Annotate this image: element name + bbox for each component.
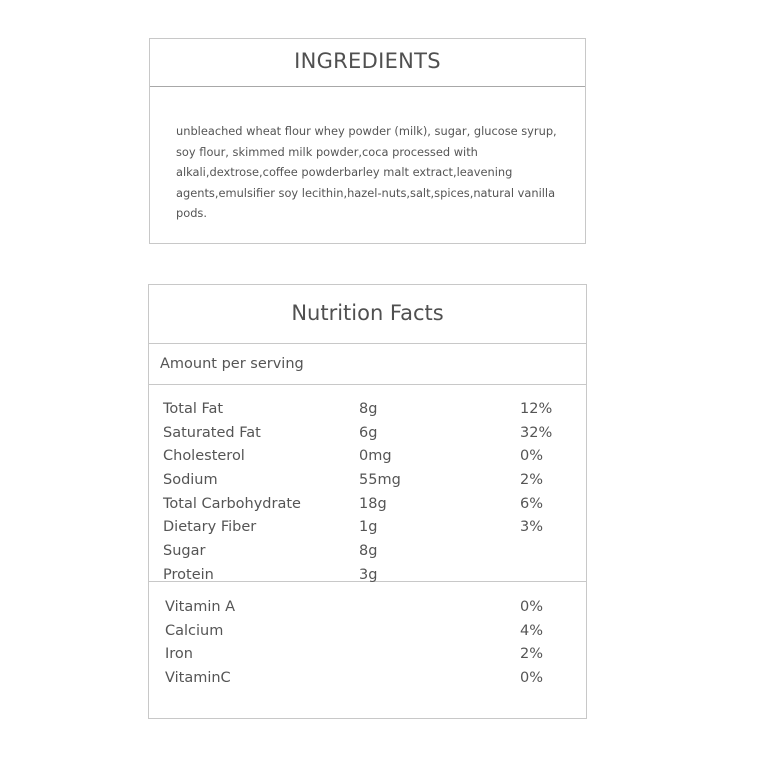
ingredients-panel — [149, 38, 586, 244]
nutrient-daily-value: 32% — [520, 424, 553, 441]
nutrient-row-protein — [149, 564, 586, 588]
nutrient-amount: 55mg — [359, 472, 401, 489]
nutrient-name: Total Carbohydrate — [163, 495, 301, 512]
nutrient-daily-value: 12% — [520, 401, 553, 417]
vitamins-table — [149, 582, 586, 691]
vitamin-row-vitamin-c — [149, 667, 586, 691]
nutrient-name: Saturated Fat — [163, 424, 261, 441]
vitamin-name: Vitamin A — [165, 599, 236, 615]
nutrient-amount: 8g — [359, 543, 378, 560]
vitamin-name: VitaminC — [165, 670, 231, 687]
vitamin-row-iron — [149, 643, 586, 667]
nutrient-row-sugar — [149, 540, 586, 564]
nutrient-row-dietary-fiber — [149, 516, 586, 540]
vitamin-daily-value: 4% — [520, 622, 544, 639]
nutrient-name: Cholesterol — [163, 448, 245, 465]
nutrition-facts-panel — [148, 284, 587, 719]
vitamin-name: Calcium — [165, 622, 224, 639]
vitamin-row-vitamin-a — [149, 596, 586, 620]
vitamin-daily-value: 2% — [520, 646, 544, 663]
nutrient-name: Sodium — [163, 472, 218, 489]
nutrition-title: Nutrition Facts — [149, 285, 586, 344]
nutrient-name: Protein — [163, 566, 214, 583]
nutrient-amount: 0mg — [359, 448, 392, 465]
ingredients-text: unbleached wheat flour whey powder (milk), sugar, glucose syrup, soy flour, skimmed milk powder,coca processed with alkali,dextrose,coffee powderbarley malt extract,leavening agents,emulsifier soy lecithin,hazel-nuts,salt,spices,natural vanilla pods. — [176, 124, 557, 220]
nutrient-amount: 8g — [359, 401, 378, 417]
nutrients-table — [149, 385, 586, 582]
ingredients-title: INGREDIENTS — [150, 39, 585, 87]
nutrient-row-saturated-fat — [149, 422, 586, 446]
nutrient-daily-value: 3% — [520, 519, 544, 536]
nutrient-amount: 3g — [359, 566, 378, 583]
vitamin-daily-value: 0% — [520, 670, 544, 687]
nutrient-row-total-fat — [149, 398, 586, 422]
nutrient-amount: 18g — [359, 495, 387, 512]
nutrient-row-total-carbohydrate — [149, 493, 586, 517]
nutrient-daily-value: 2% — [520, 472, 544, 489]
vitamin-name: Iron — [165, 646, 193, 663]
nutrient-row-sodium — [149, 469, 586, 493]
amount-per-serving-label: Amount per serving — [149, 344, 586, 385]
nutrient-name: Sugar — [163, 543, 206, 560]
nutrient-row-cholesterol — [149, 445, 586, 469]
vitamin-daily-value: 0% — [520, 599, 544, 615]
nutrient-name: Total Fat — [163, 401, 224, 417]
nutrient-amount: 1g — [359, 519, 378, 536]
nutrient-name: Dietary Fiber — [163, 519, 257, 536]
nutrient-daily-value: 0% — [520, 448, 544, 465]
vitamin-row-calcium — [149, 620, 586, 644]
nutrient-daily-value: 6% — [520, 495, 544, 512]
nutrient-amount: 6g — [359, 424, 378, 441]
